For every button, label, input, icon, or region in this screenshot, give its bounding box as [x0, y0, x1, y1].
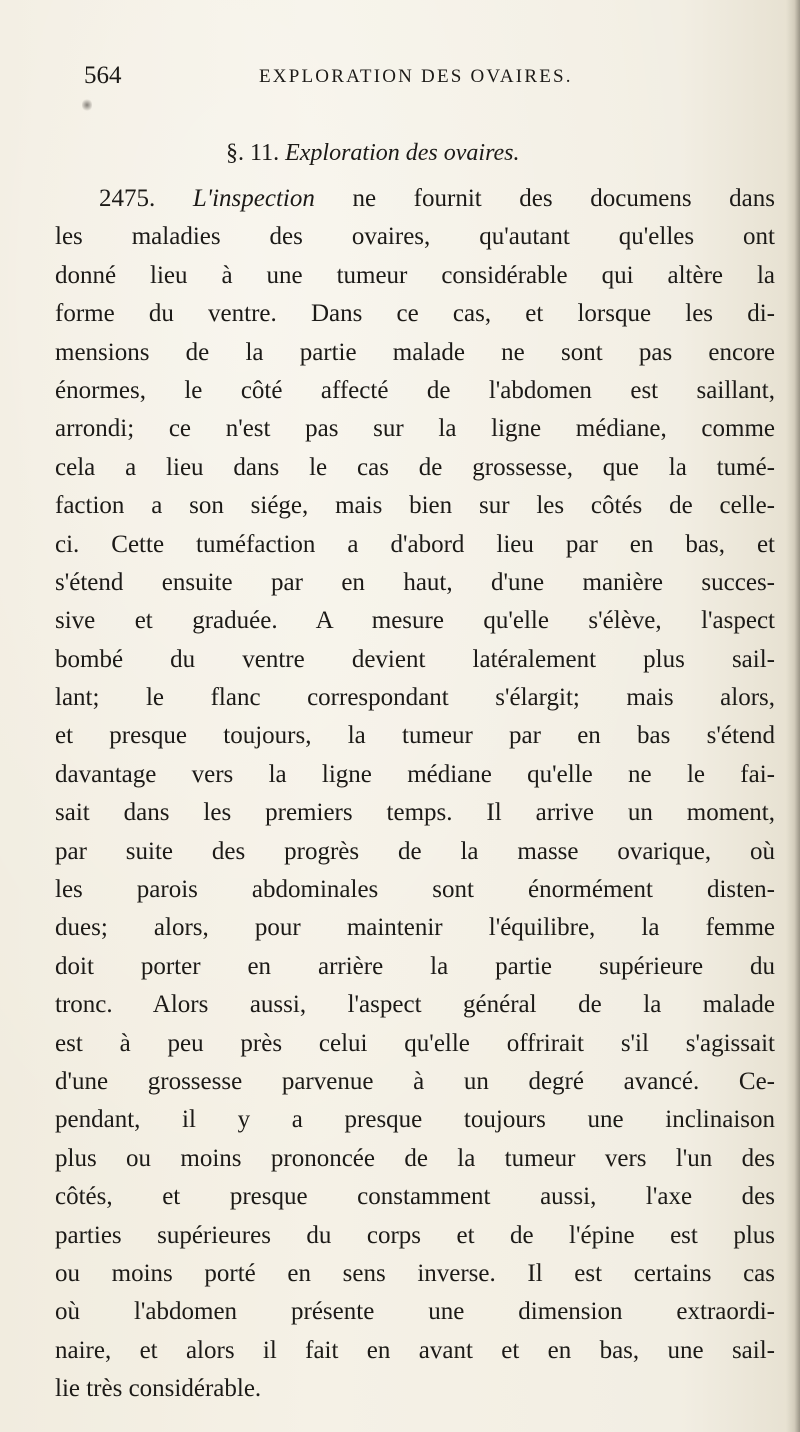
text-line: par suite des progrès de la masse ovarique, où	[55, 837, 775, 865]
text-line: tronc. Alors aussi, l'aspect général de la malade	[55, 991, 775, 1019]
section-number: §. 11.	[226, 140, 280, 166]
text-line: arrondi; ce n'est pas sur la ligne médiane, comme	[55, 415, 775, 443]
text-line: davantage vers la ligne médiane qu'elle ne le fai-	[55, 760, 775, 788]
text-line: bombé du ventre devient latéralement plus sail-	[55, 645, 775, 673]
text-line: ci. Cette tuméfaction a d'abord lieu par en bas, et	[55, 530, 775, 558]
text-line	[55, 180, 775, 218]
text-line: lant; le flanc correspondant s'élargit; mais alors,	[55, 684, 775, 712]
text-line: énormes, le côté affecté de l'abdomen est saillant,	[55, 376, 775, 404]
text-line: les parois abdominales sont énormément disten-	[55, 876, 775, 904]
text-line: pendant, il y a presque toujours une inclinaison	[55, 1106, 775, 1134]
text-line: et presque toujours, la tumeur par en bas s'étend	[55, 722, 775, 750]
paragraph-number: 2475.	[99, 185, 193, 212]
text-line: ou moins porté en sens inverse. Il est certains cas	[55, 1259, 775, 1287]
text-line: naire, et alors il fait en avant et en bas, une sail-	[55, 1336, 775, 1364]
section-title: Exploration des ovaires.	[285, 140, 520, 166]
page-header	[84, 62, 704, 96]
text-line: doit porter en arrière la partie supérieure du	[55, 952, 775, 980]
text-line: cela a lieu dans le cas de grossesse, que la tumé-	[55, 453, 775, 481]
emphasis-term: L'inspection	[192, 185, 315, 212]
text-line: plus ou moins prononcée de la tumeur vers l'un des	[55, 1144, 775, 1172]
text-line: où l'abdomen présente une dimension extraordi-	[55, 1298, 775, 1326]
body-paragraph	[55, 180, 775, 1409]
line-text: ne fournit des documens dans	[314, 185, 776, 212]
ink-smudge	[82, 98, 92, 112]
text-line: sive et graduée. A mesure qu'elle s'élève, l'aspect	[55, 607, 775, 635]
text-line: donné lieu à une tumeur considérable qui altère la	[55, 261, 775, 289]
text-line: mensions de la partie malade ne sont pas encore	[55, 338, 775, 366]
text-line: est à peu près celui qu'elle offrirait s'il s'agissait	[55, 1029, 775, 1057]
text-line: parties supérieures du corps et de l'épine est plus	[55, 1221, 775, 1249]
text-line: lie très considérable.	[55, 1375, 262, 1403]
text-line: faction a son siége, mais bien sur les côtés de celle-	[55, 492, 775, 520]
text-line: côtés, et presque constamment aussi, l'axe des	[55, 1183, 775, 1211]
text-line: sait dans les premiers temps. Il arrive un moment,	[55, 799, 775, 827]
text-line: les maladies des ovaires, qu'autant qu'elles ont	[55, 223, 775, 251]
text-line: dues; alors, pour maintenir l'équilibre, la femme	[55, 914, 775, 942]
text-line: forme du ventre. Dans ce cas, et lorsque les di-	[55, 300, 775, 328]
text-line: s'étend ensuite par en haut, d'une manière succes-	[55, 568, 775, 596]
page-edge-shadow	[786, 0, 800, 1432]
page-number: 564	[84, 62, 122, 89]
text-line: d'une grossesse parvenue à un degré avancé. Ce-	[55, 1067, 775, 1095]
running-head: EXPLORATION DES OVAIRES.	[259, 66, 573, 87]
section-heading	[226, 140, 520, 167]
